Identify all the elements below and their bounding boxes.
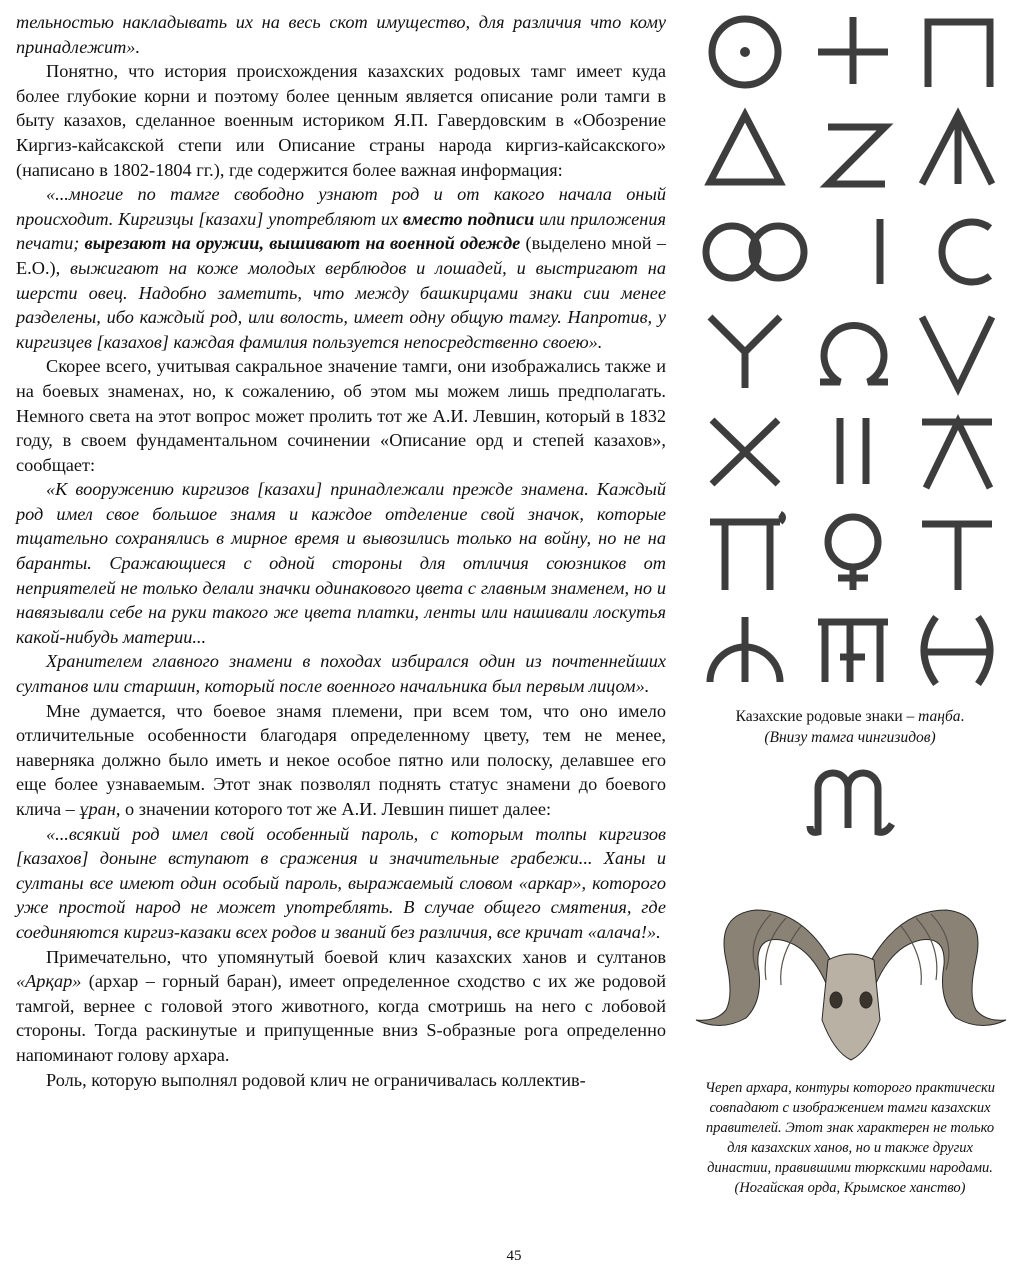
caption-text: Казахские родовые знаки – [735,708,919,725]
double-bar-tamga-icon [840,418,866,484]
arc-stem-tamga-icon [710,617,780,682]
triangle-tamga-icon [710,115,780,182]
author-note: (выделено мной – Е.О.), [16,233,666,278]
paragraph-banners: Скорее всего, учитывая сакральное значение тамги, они изображались также и на боевых знаменах, но, к сожалению, об этом мы можем лишь предполагать. Немного света на этот вопрос может пролить тот же А.И. Левшин, который в 1832 году, в своем фундаментальном сочинении «Описание орд и степей казахов», сообщает: [16,356,666,475]
double-circle-tamga-icon [706,226,804,278]
paragraph-text: Мне думается, что боевое знамя племени, при всем том, что оно имело отличительные особенности благодаря определенному цвету, тем не менее, наверняка должно было иметь и некое особое пятно или полоску, делавшее его еще более узнаваемым. Этот знак позволял поднять статус знамени до боевого клича – [16,700,666,819]
roof-tamga-icon [922,422,992,488]
tamga-grid-svg [700,12,1000,692]
paragraph-battle-cry [16,699,666,822]
cross-tamga-icon [818,17,888,84]
ram-caption: Череп архара, контуры которого практически совпадают с изображением тамги казахских правителей. Этот знак характерен не только для казахских ханов, но и также других династии, правившими тюркскими народами. (Ногайская орда, Крымское ханство) [704,1080,996,1196]
t-tamga-icon [922,524,992,590]
z-hook-tamga-icon [828,127,885,184]
v-tamga-icon [922,317,992,388]
paragraph-text: Примечательно, что упомянутый боевой клич казахских ханов и султанов [46,946,666,967]
paragraph-history: Понятно, что история происхождения казахских родовых тамг имеет куда более глубокие корни и поэтому более ценным является описание роли тамги в быту казахов, сделанное военным историком Я.П. Гавердовским в «Обозрение Киргиз-кайсакской степи или Описание страны народа киргиз-кайсакского» (написано в 1802-1804 гг.), где содержится более важная информация: [16,61,666,180]
sun-cross-tamga-icon [828,517,878,590]
ram-skull-image [686,900,1016,1075]
comb-tamga-icon [818,622,888,682]
arrow-tamga-icon [922,115,992,184]
gate-tamga-icon [928,22,990,87]
term-uran: ұран [79,799,116,819]
paired-arcs-tamga-icon [922,617,992,684]
quote-emphasis: вырезают на оружии, вышивают на военной одежде [84,233,521,254]
main-text-column [16,10,666,1092]
paragraph-text: (архар – горный баран), имеет определенное сходство с их же родовой тамгой, вернее с головой этого животного, когда смотришь на него с лобовой стороны. Тогда раскинутые и припущенные вниз S-образные рога определенно напоминают голову архара. [16,971,666,1065]
gate-hook-tamga-icon [710,514,783,590]
quote-levshin-password: «...всякий род имел свой особенный пароль, с которым толпы киргизов [казахов] доныне вступают в сражения и значительные грабежи... Ханы и султаны все имеют один особый пароль, выражаемый словом «аркар», которого уже простой народ не может употреблять. В случае общего смятения, где соединяются киргиз-казаки всех родов и званий без различия, все кричат «алача!». [16,823,666,942]
chingizid-tamga [800,766,906,841]
tamga-caption [700,706,1000,748]
circle-dot-tamga-icon [712,19,778,85]
paragraph-continued-quote: тельностью накладывать их на весь скот имущество, для различия что кому принадлежит». [16,12,666,57]
tamga-caption-line1 [700,706,1000,727]
quote-text: «...многие по тамге свободно узнают род и от какого начала оный происходит. Киргизцы [казахи] употребляют их [16,184,666,229]
chingizid-tamga-icon [800,766,906,836]
omega-tamga-icon [820,325,888,382]
quote-levshin-keeper: Хранителем главного знамени в походах избирался один из почтеннейших султанов или старшин, который после военного начальника был первым лицом». [16,651,666,697]
quote-gaverdovsky [16,182,666,354]
caption-term: таңба [918,708,961,725]
ram-skull-picture [686,900,1016,1070]
quote-emphasis: вместо подписи [402,208,535,229]
x-tamga-icon [712,420,778,484]
paragraph-text: , о значении которого тот же А.И. Левшин пишет далее: [115,799,552,819]
tamga-caption-line2: (Внизу тамга чингизидов) [764,729,936,746]
crescent-tamga-icon [942,222,990,282]
page-number: 45 [506,1248,522,1264]
term-arkar: «Арқар» [16,971,82,992]
paragraph-role: Роль, которую выполнял родовой клич не ограничивалась коллектив- [46,1069,586,1090]
quote-text: выжигают на коже молодых верблюдов и лошадей, и выстригают на шерсти овец. Надобно заметить, что между башкирцами знаки сии менее разделены, ибо каждый род, или волость, имеет одну общую тамгу. Напротив, у киргизцев [казахов] каждая фамилия пользуется непосредственно своею». [16,257,666,352]
paragraph-arkar [16,945,666,1068]
fork-tamga-icon [710,317,780,388]
tamga-grid [700,12,1000,692]
quote-text: или приложения печати; [16,208,666,254]
quote-levshin-banners: «К вооружению киргизов [казахи] принадлежали прежде знамена. Каждый род имел свое большое знамя и каждое отделение свой значок, которые тщательно сохранялись в мирное время и вывозились только на войну, но не на баранты. Сражающиеся с одной стороны для отличия союзников от неприятелей не только делали значки одинакового цвета с главным знаменем, но и навязывали себе на руки такого же цвета платки, ленты или нашивали лоскутья какой-нибудь материи... [16,479,666,647]
caption-text: . [960,708,965,725]
